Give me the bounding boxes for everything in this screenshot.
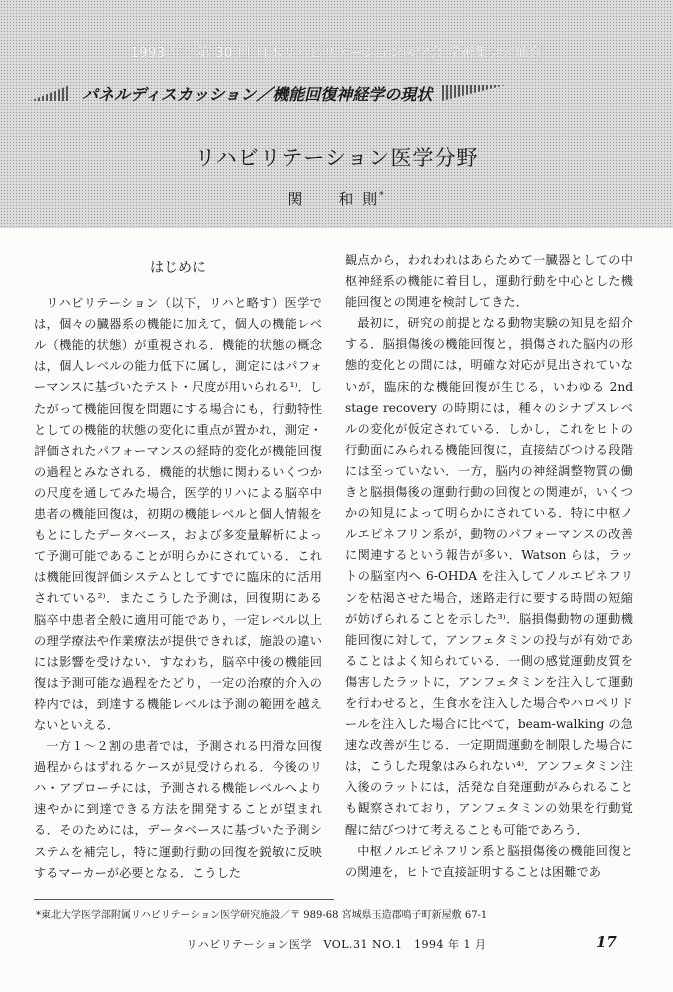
author-affiliation-mark: * bbox=[379, 191, 386, 201]
author-name: 関 和 則 bbox=[287, 190, 380, 208]
page-number: 17 bbox=[596, 933, 617, 951]
body-paragraph: リハビリテーション（以下，リハと略す）医学では，個々の臓器系の機能に加えて，個人の機能レベル（機能的状態）が重視される．機能的状態の概念は，個人レベルの能力低下に属し，測定にはパフォーマンスに基づいたテスト・尺度が用いられる¹⁾．したがって機能回復を問題にする場合にも，行動特性としての機能的状態の変化に重点が置かれ，測定・評価されたパフォーマンスの経時的変化が機能回復の過程とみなされる．機能的状態に関わるいくつかの尺度を通してみた場合，医学的リハによる脳卒中患者の機能回復は，初期の機能レベルと個人情報をもとにしたデータベース，および多変量解析によって予測可能であることが明らかにされている．これは機能回復評価システムとしてすでに臨床的に活用されている²⁾．またこうした予測は，回復期にある脳卒中患者全般に適用可能であり，一定レベル以上の理学療法や作業療法が提供できれば，施設の違いには影響を受けない．すなわち，脳卒中後の機能回復は予測可能な過程をたどり，一定の治療的介入の枠内では，到達する機能レベルは予測の範囲を越えないといえる． bbox=[34, 296, 322, 732]
footnote-rule bbox=[34, 899, 334, 900]
author bbox=[0, 188, 673, 209]
conference-line: 1993 年／第 30 回 日本リハビリテーション医学会 学術集会／仙台 bbox=[130, 46, 543, 61]
panel-title: パネルディスカッション／機能回復神経学の現状 bbox=[82, 85, 433, 104]
body-paragraph: 最初に，研究の前提となる動物実験の知見を紹介する．脳損傷後の機能回復と，損傷された脳内の形態的変化との間には，明確な対応が見出されていないが，臨床的な機能回復が生じる，いわゆる 2nd stage recovery の時期には，種々のシナプスレベルの変化が仮定されている．しかし，これをヒトの行動面にみられる機能回復に，直接結びつける段階には至っていない．一方，脳内の神経調整物質の働きと脳損傷後の運動行動の回復との関連が，いくつかの知見によって明らかにされている．特に中枢ノルエピネフリン系が，動物のパフォーマンスの改善に関連するという報告が多い．Watson らは，ラットの脳室内へ 6-OHDA を注入してノルエピネフリンを枯渇させた場合，迷路走行に要する時間の短縮が妨げられることを示した³⁾．脳損傷動物の運動機能回復に対して，アンフェタミンの投与が有効であることはよく知られている．一側の感覚運動皮質を傷害したラットに，アンフェタミンを注入して運動を行わせると，生食水を注入した場合やハロペリドールを注入した場合に比べて，beam-walking の急速な改善が生じる．一定期間運動を制限した場合には，こうした現象はみられない⁴⁾．アンフェタミン注入後のラットには，活発な自発運動がみられることも観察されており，アンフェタミンの効果を行動覚醒に結びつけて考えることも可能であろう． bbox=[345, 316, 633, 837]
section-heading: はじめに bbox=[150, 260, 206, 276]
body-paragraph: 観点から，われわれはあらためて一臓器としての中枢神経系の機能に着目し，運動行動を中心とした機能回復との関連を検討してきた． bbox=[345, 253, 633, 310]
left-column bbox=[34, 250, 322, 884]
footnote: *東北大学医学部附属リハビリテーション医学研究施設／〒 989-68 宮城県玉造郡鳴子町新屋敷 67-1 bbox=[36, 910, 488, 921]
article-title: リハビリテーション医学分野 bbox=[194, 146, 479, 170]
body-paragraph: 中枢ノルエピネフリン系と脳損傷後の機能回復との関連を，ヒトで直接証明することは困難であ bbox=[345, 843, 633, 879]
panel-title-row bbox=[30, 82, 650, 104]
body-paragraph: 一方１～２割の患者では，予測される円滑な回復過程からはずれるケースが見受けられる．今後のリハ・アプローチには，予測される機能レベルへより速やかに到達できる方法を開発することが望まれる．そのためには，データベースに基づいた予測システムを補完し，特に運動行動の回復を鋭敏に反映するマーカーが必要となる．こうした bbox=[34, 739, 322, 880]
journal-footer: リハビリテーション医学 VOL.31 NO.1 1994 年 1 月 bbox=[186, 938, 487, 951]
left-stripe-decoration bbox=[30, 85, 70, 101]
right-column bbox=[345, 250, 633, 883]
right-stripe-decoration bbox=[442, 85, 506, 101]
